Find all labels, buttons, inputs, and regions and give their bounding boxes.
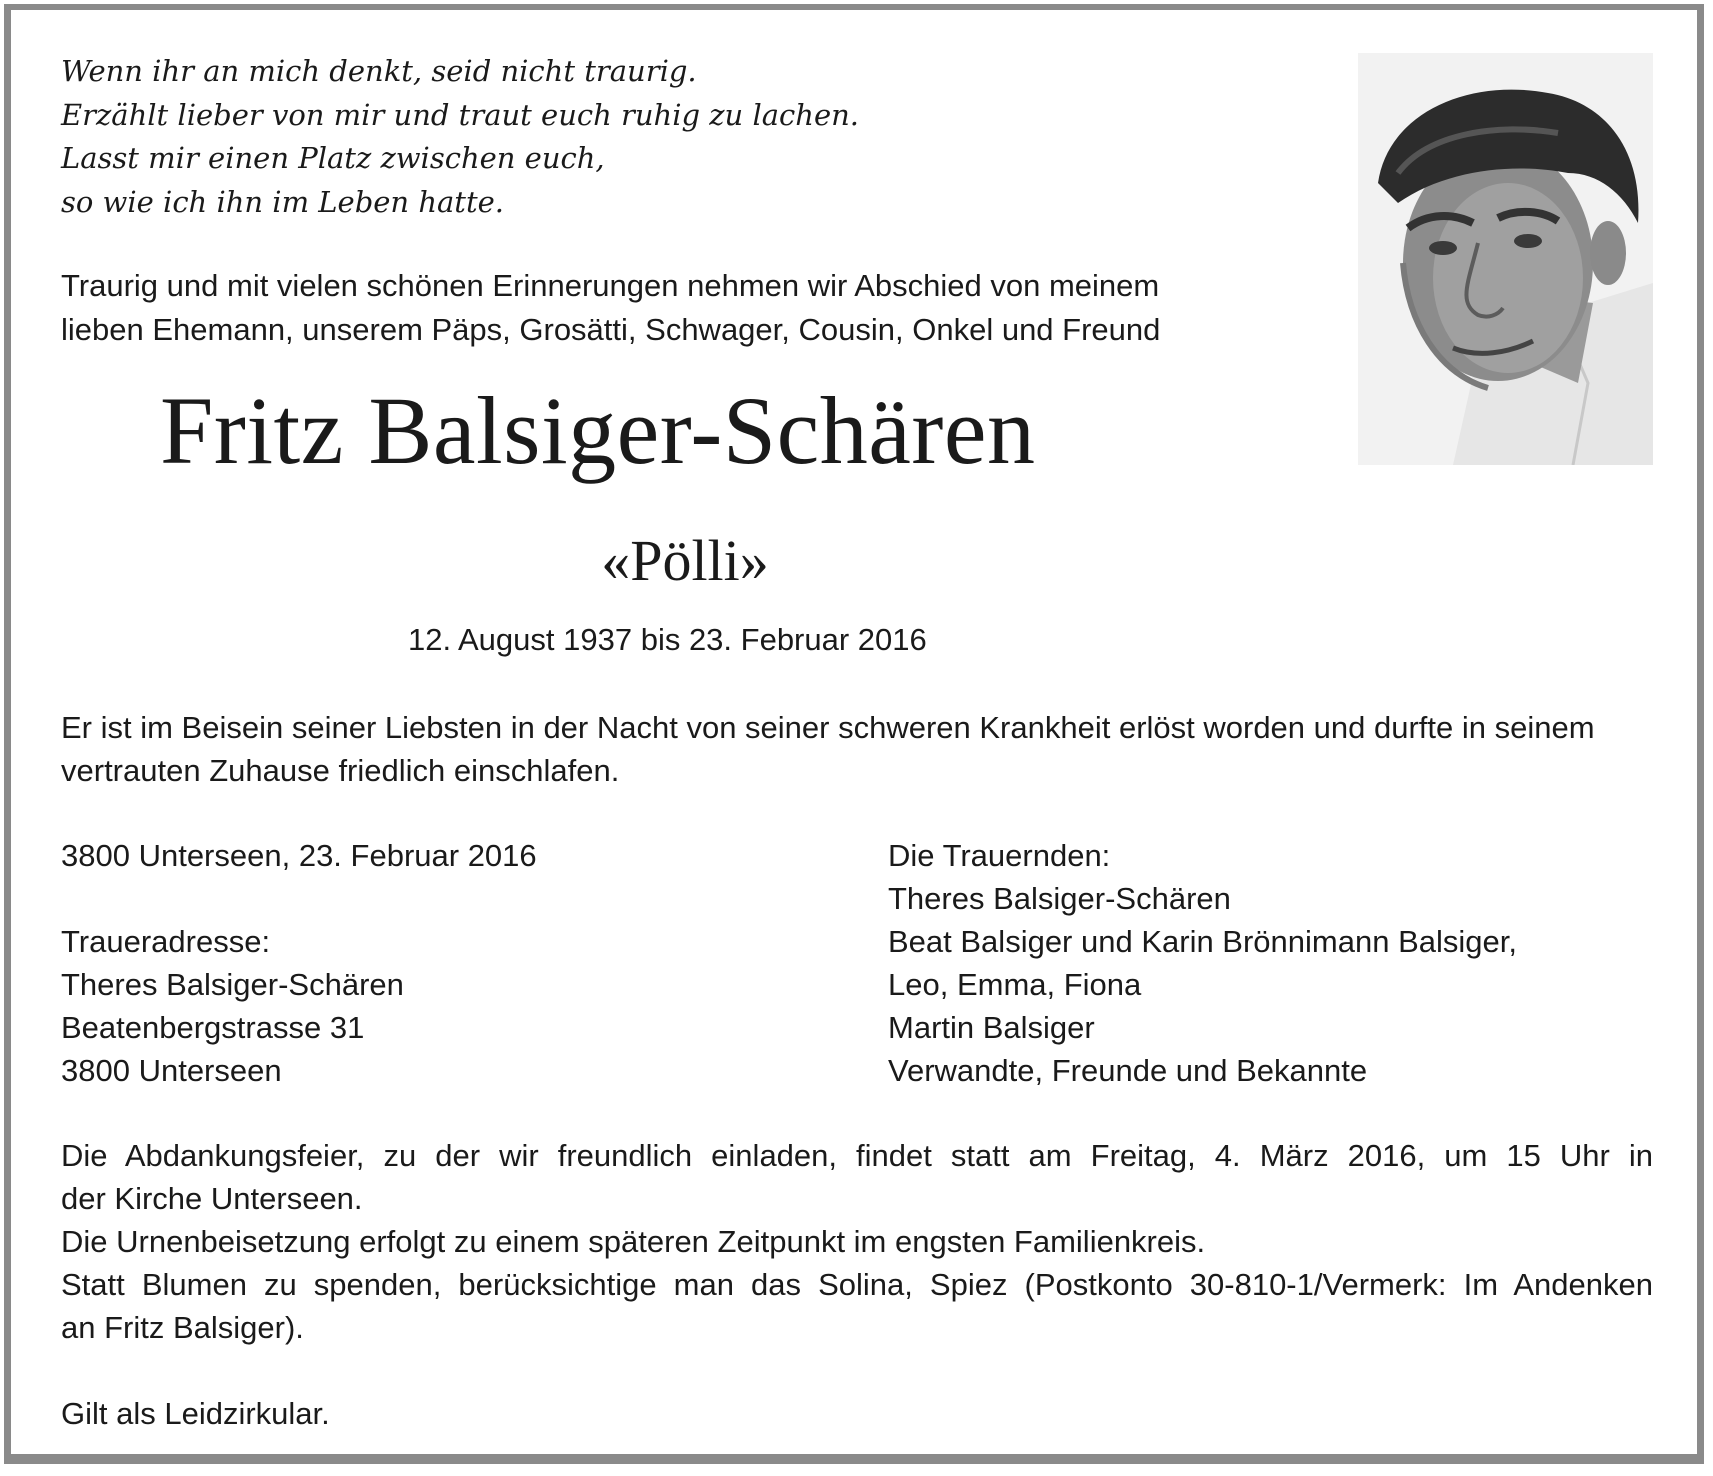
mourner-line: Martin Balsiger xyxy=(888,1010,1095,1045)
portrait-photo xyxy=(1358,53,1653,465)
announcement-line: vertrauten Zuhause friedlich einschlafen. xyxy=(61,753,620,788)
intro-line: lieben Ehemann, unserem Päps, Grosätti, Schwager, Cousin, Onkel und Freund xyxy=(61,312,1161,347)
ceremony-line: an Fritz Balsiger). xyxy=(61,1310,304,1345)
mourner-line: Beat Balsiger und Karin Brönnimann Balsiger, xyxy=(888,924,1517,959)
life-dates: 12. August 1937 bis 23. Februar 2016 xyxy=(408,622,927,657)
mourning-address-line: Beatenbergstrasse 31 xyxy=(61,1010,365,1045)
left-column xyxy=(61,834,537,1092)
ceremony-line: der Kirche Unterseen. xyxy=(61,1181,363,1216)
ceremony-line: Die Abdankungsfeier, zu der wir freundlich einladen, findet statt am Freitag, 4. März 2016, um 15 Uhr in xyxy=(61,1138,1653,1173)
ceremony-text xyxy=(61,1134,1653,1349)
closing-note: Gilt als Leidzirkular. xyxy=(61,1396,330,1431)
mourner-line: Theres Balsiger-Schären xyxy=(888,881,1231,916)
ceremony-line: Statt Blumen zu spenden, berücksichtige man das Solina, Spiez (Postkonto 30-810-1/Vermerk: Im Andenken xyxy=(61,1267,1653,1302)
mourners-column xyxy=(888,834,1517,1092)
intro-text xyxy=(61,264,1160,352)
deceased-name: Fritz Balsiger-Schären xyxy=(160,377,1036,484)
poem-line: Lasst mir einen Platz zwischen euch, xyxy=(61,141,605,175)
mourner-line: Verwandte, Freunde und Bekannte xyxy=(888,1053,1368,1088)
poem-line: Wenn ihr an mich denkt, seid nicht traurig. xyxy=(61,54,697,88)
deceased-nickname: «Pölli» xyxy=(601,528,769,593)
place-date: 3800 Unterseen, 23. Februar 2016 xyxy=(61,838,537,873)
ceremony-line: Die Urnenbeisetzung erfolgt zu einem späteren Zeitpunkt im engsten Familienkreis. xyxy=(61,1224,1206,1259)
mourning-address-heading: Traueradresse: xyxy=(61,924,271,959)
announcement-text xyxy=(61,706,1653,792)
announcement-line: Er ist im Beisein seiner Liebsten in der Nacht von seiner schweren Krankheit erlöst worden und durfte in seinem xyxy=(61,710,1595,745)
spacer xyxy=(61,877,537,920)
mourner-line: Leo, Emma, Fiona xyxy=(888,967,1142,1002)
poem xyxy=(61,50,859,224)
poem-line: Erzählt lieber von mir und traut euch ruhig zu lachen. xyxy=(61,97,859,132)
mourning-address-line: 3800 Unterseen xyxy=(61,1053,282,1088)
mourners-heading: Die Trauernden: xyxy=(888,838,1111,873)
poem-line: so wie ich ihn im Leben hatte. xyxy=(61,184,504,219)
intro-line: Traurig und mit vielen schönen Erinnerungen nehmen wir Abschied von meinem xyxy=(61,268,1160,303)
mourning-address-line: Theres Balsiger-Schären xyxy=(61,967,404,1002)
